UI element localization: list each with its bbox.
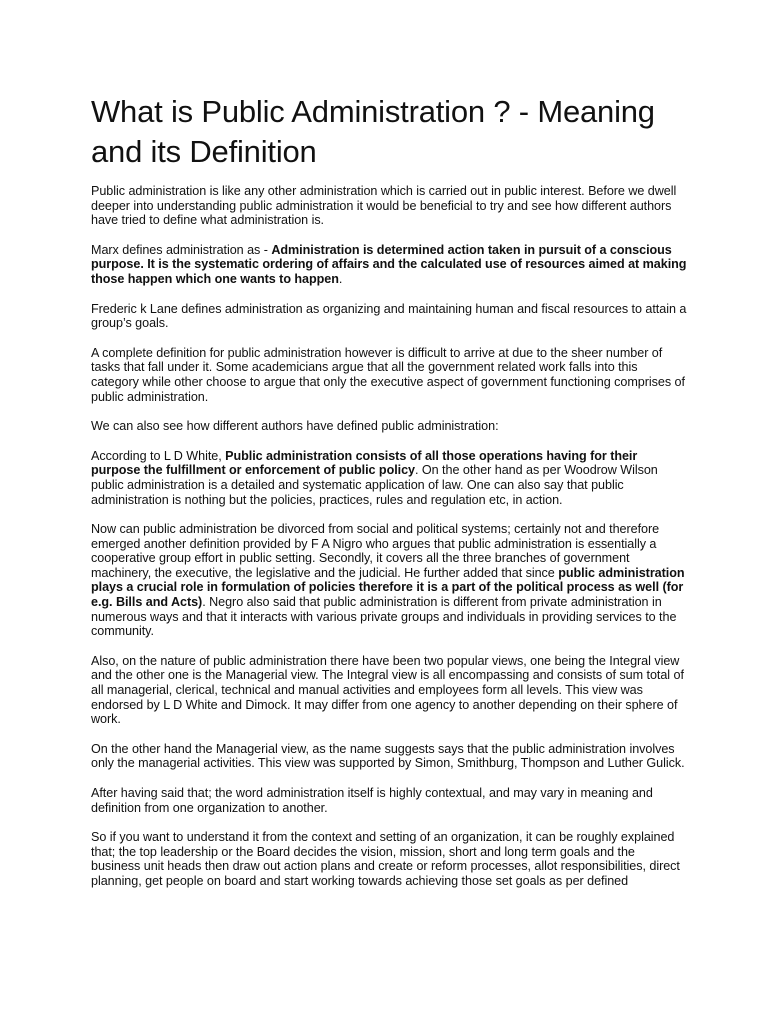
contextual-paragraph: After having said that; the word administration itself is highly contextual, and may vary in meaning and definition from one organization to another.: [91, 786, 653, 815]
marx-definition-bold: Administration is determined action taken in pursuit of a conscious purpose. It is the systematic ordering of affairs and the calculated use of resources aimed at making those happen which one wants to happen: [91, 242, 687, 286]
organization-context-paragraph: So if you want to understand it from the context and setting of an organization, it can be roughly explained that; the top leadership or the Board decides the vision, mission, short and long term goals and the business unit heads then draw out action plans and create or reform processes, allot responsibilities, direct planning, get people on board and start working towards achieving those set goals as per defined: [91, 830, 680, 888]
nigro-definition-rest: . Negro also said that public administration is different from private administration in numerous ways and that it interacts with various private groups and individuals in providing services to the community.: [91, 595, 677, 639]
managerial-view-paragraph: On the other hand the Managerial view, as the name suggests says that the public administration involves only the managerial activities. This view was supported by Simon, Smithburg, Thompson and Luther Gulick.: [91, 741, 685, 771]
marx-definition-text: Marx defines administration as -: [91, 242, 272, 257]
nigro-definition-bold: public administration plays a crucial role in formulation of policies therefore it is a part of the political process as well (for e.g. Bills and Acts): [91, 565, 685, 610]
white-definition-text: According to L D White,: [91, 448, 226, 463]
white-definition-paragraph: [91, 449, 687, 507]
nigro-definition-text: Now can public administration be divorced from social and political systems; certainly not and therefore emerged another definition provided by F A Nigro who argues that public administration is essentially a cooperative group effort in public setting. Secondly, it covers all the three branches of government machinery, the executive, the legislative and the judicial. He further added that since: [91, 522, 660, 580]
page-title: What is Public Administration ? - Meaning and its Definition: [91, 94, 655, 169]
white-definition-bold: Public administration consists of all those operations having for their purpose the fulfillment or enforcement of public policy: [91, 448, 638, 478]
authors-intro-paragraph: We can also see how different authors have defined public administration:: [91, 419, 499, 434]
lane-definition-paragraph: Frederic k Lane defines administration as organizing and maintaining human and fiscal resources to attain a group’s goals.: [91, 301, 687, 331]
intro-paragraph: Public administration is like any other administration which is carried out in public interest. Before we dwell deeper into understanding public administration it would be beneficial to try and see how different authors have tried to define what administration is.: [91, 184, 677, 228]
document-page: [91, 92, 687, 904]
marx-definition-paragraph: [91, 243, 687, 287]
complete-definition-paragraph: A complete definition for public administration however is difficult to arrive at due to the sheer number of tasks that fall under it. Some academicians argue that all the government related work falls into this category while other choose to argue that only the executive aspect of government functioning comprises of public administration.: [91, 345, 685, 404]
integral-view-paragraph: Also, on the nature of public administration there have been two popular views, one being the Integral view and the other one is the Managerial view. The Integral view is all encompassing and consists of sum total of all managerial, clerical, technical and manual activities and employees form all levels. This view was endorsed by L D White and Dimock. It may differ from one agency to another depending on their sphere of work.: [91, 653, 684, 727]
nigro-definition-paragraph: [91, 522, 687, 639]
marx-definition-end: .: [338, 271, 343, 286]
white-definition-rest: . On the other hand as per Woodrow Wilson public administration is a detailed and systematic application of law. One can also say that public administration is nothing but the policies, practices, rules and regulation etc, in action.: [91, 463, 658, 507]
